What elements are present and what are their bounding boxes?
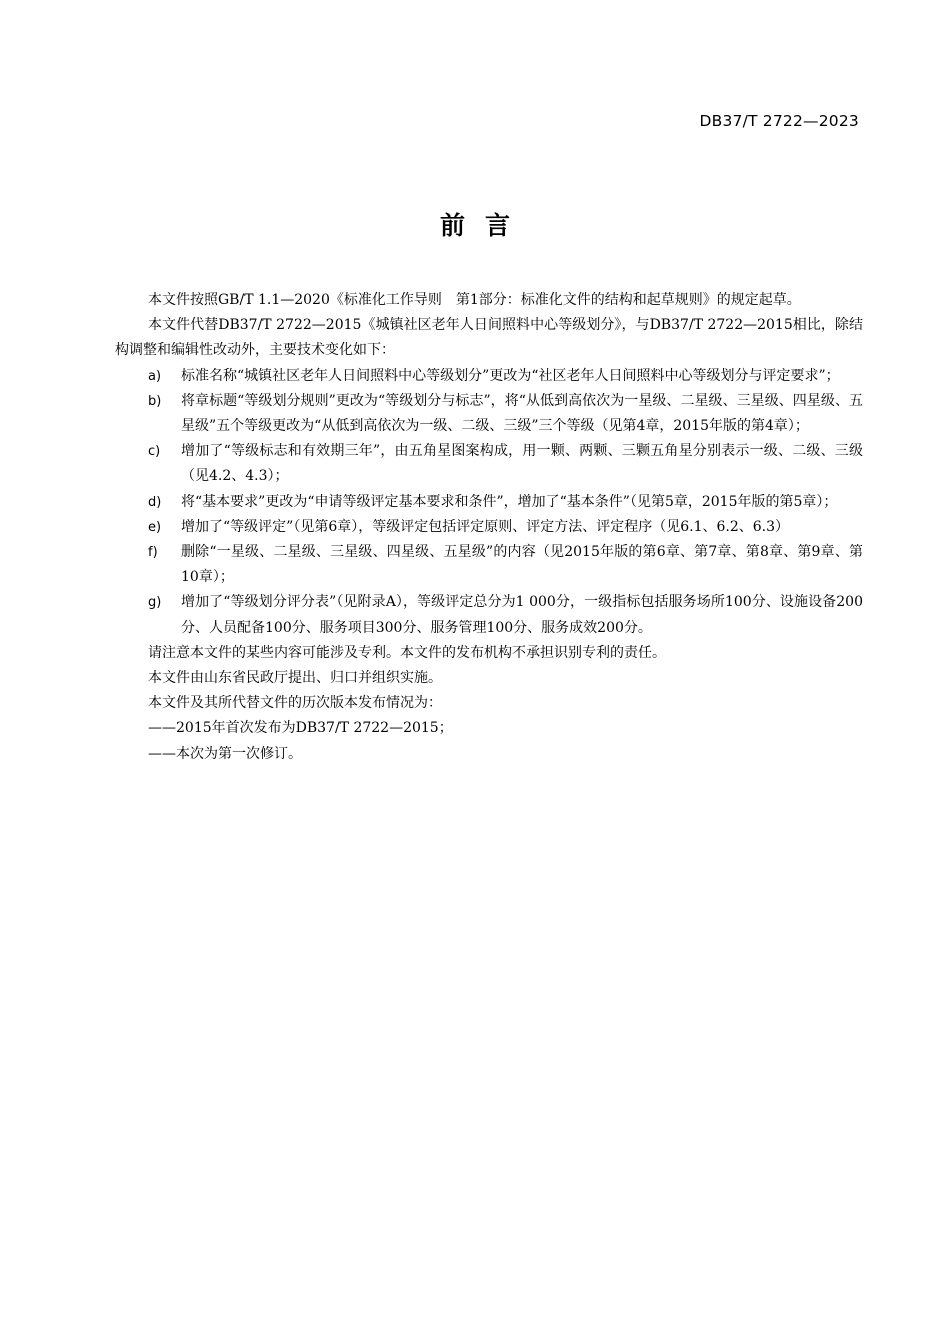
list-text: 增加了“等级划分评分表”（见附录A），等级评定总分为1 000分，一级指标包括服务场所100分、设施设备200分、人员配备100分、服务项目300分、服务管理100分、服务成效200分。 — [181, 594, 863, 636]
list-item — [115, 540, 863, 590]
list-item — [115, 490, 863, 515]
list-text: 将“基本要求”更改为“申请等级评定基本要求和条件”，增加了“基本条件”（见第5章，2015年版的第5章）； — [181, 493, 838, 510]
list-text: 增加了“等级评定”（见第6章），等级评定包括评定原则、评定方法、评定程序（见6.1、6.2、6.3） — [181, 518, 790, 535]
list-marker: g) — [148, 595, 162, 611]
list-marker: b) — [148, 393, 162, 409]
paragraph-patent-notice: 请注意本文件的某些内容可能涉及专利。本文件的发布机构不承担识别专利的责任。 — [148, 644, 666, 661]
list-text: 删除“一星级、二星级、三星级、四星级、五星级”的内容（见2015年版的第6章、第7章、第8章、第9章、第10章）； — [181, 544, 863, 586]
list-marker: c) — [148, 444, 161, 460]
list-text: 增加了“等级标志和有效期三年”，由五角星图案构成，用一颗、两颗、三颗五角星分别表示一级、二级、三级（见4.2、4.3）； — [181, 443, 863, 485]
document-code: DB37/T 2722—2023 — [699, 112, 859, 130]
page-title: 前言 — [439, 211, 530, 240]
list-marker: d) — [148, 494, 162, 510]
list-item — [115, 439, 863, 489]
list-marker: f) — [148, 545, 158, 561]
list-item — [115, 590, 863, 640]
paragraph-drafting-rule: 本文件按照GB/T 1.1—2020《标准化工作导则 第1部分：标准化文件的结构和起草规则》的规定起草。 — [148, 292, 801, 308]
foreword-body — [115, 288, 863, 767]
list-text: 标准名称“城镇社区老年人日间照料中心等级划分”更改为“社区老年人日间照料中心等级划分与评定要求”； — [181, 367, 840, 384]
paragraph-proposer: 本文件由山东省民政厅提出、归口并组织实施。 — [148, 670, 442, 687]
paragraph-replacement: 本文件代替DB37/T 2722—2015《城镇社区老年人日间照料中心等级划分》，与DB37/T 2722—2015相比，除结构调整和编辑性改动外，主要技术变化如下： — [115, 317, 863, 359]
list-item — [115, 515, 863, 540]
paragraph-current-revision: ——本次为第一次修订。 — [148, 745, 302, 762]
list-item — [115, 364, 863, 389]
paragraph-first-release: ——2015年首次发布为DB37/T 2722—2015； — [148, 720, 453, 737]
changes-list — [115, 364, 863, 641]
paragraph-version-history: 本文件及其所代替文件的历次版本发布情况为： — [148, 695, 442, 712]
list-marker: a) — [148, 368, 162, 384]
list-text: 将章标题“等级划分规则”更改为“等级划分与标志”，将“从低到高依次为一星级、二星级、三星级、四星级、五星级”五个等级更改为“从低到高依次为一级、二级、三级”三个等级（见第4章，2015年版的第4章）； — [181, 392, 863, 435]
list-marker: e) — [148, 519, 162, 535]
list-item — [115, 389, 863, 439]
